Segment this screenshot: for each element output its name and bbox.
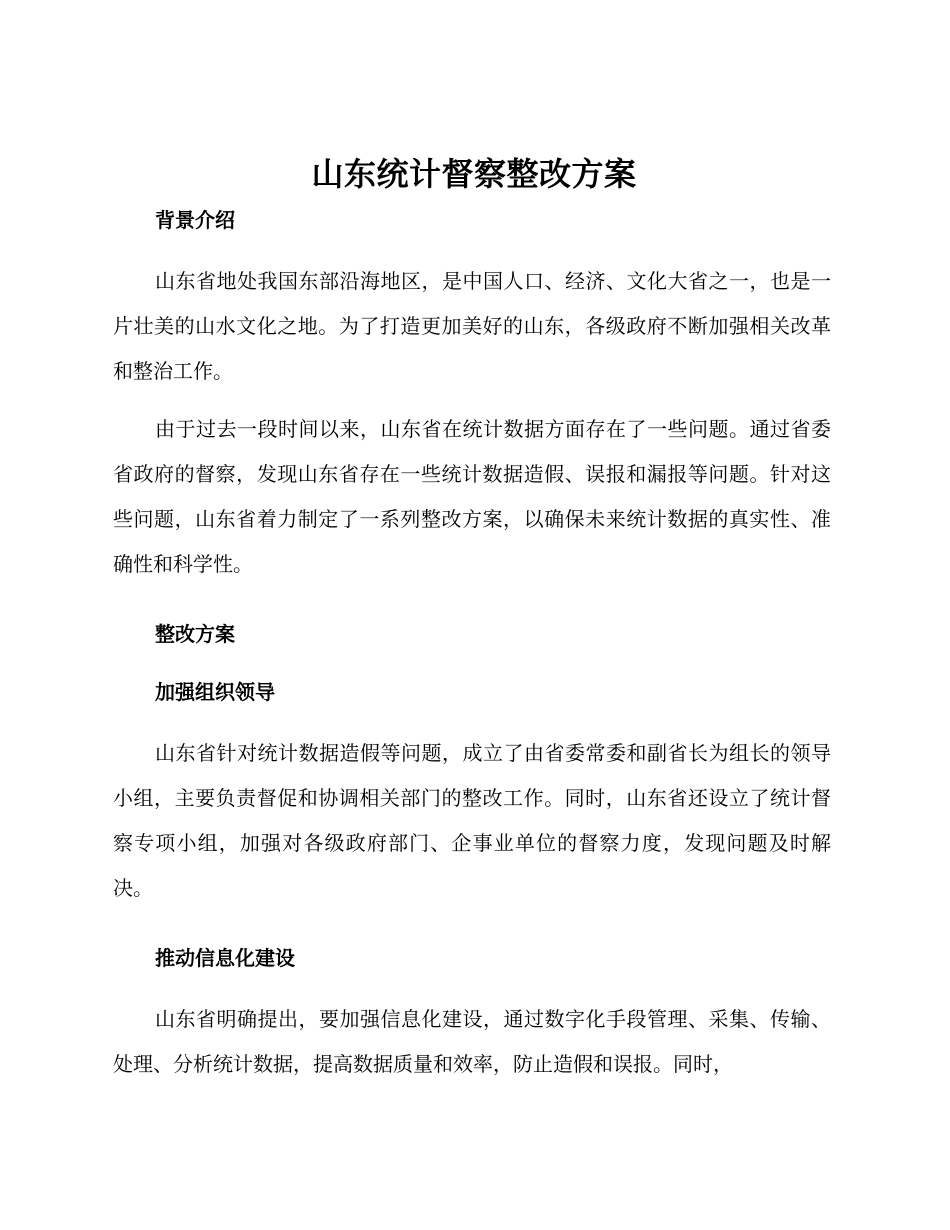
paragraph-organization: 山东省针对统计数据造假等问题，成立了由省委常委和副省长为组长的领导小组，主要负责督促和协调相关部门的整改工作。同时，山东省还设立了统计督察专项小组，加强对各级政府部门、企事业单位的督察力度，发现问题及时解决。: [113, 741, 831, 900]
document-page: [113, 150, 831, 1087]
subheading-informatization: 推动信息化建设: [155, 946, 295, 970]
paragraph-background-1: 山东省地处我国东部沿海地区，是中国人口、经济、文化大省之一，也是一片壮美的山水文化之地。为了打造更加美好的山东，各级政府不断加强相关改革和整治工作。: [113, 269, 831, 383]
document-title: 山东统计督察整改方案: [311, 155, 637, 193]
section-heading-plan: 整改方案: [155, 622, 235, 646]
paragraph-informatization: 山东省明确提出，要加强信息化建设，通过数字化手段管理、采集、传输、处理、分析统计数据，提高数据质量和效率，防止造假和误报。同时，: [113, 1007, 831, 1076]
paragraph-background-2: 由于过去一段时间以来，山东省在统计数据方面存在了一些问题。通过省委省政府的督察，发现山东省存在一些统计数据造假、误报和漏报等问题。针对这些问题，山东省着力制定了一系列整改方案，以确保未来统计数据的真实性、准确性和科学性。: [113, 417, 831, 576]
section-heading-background: 背景介绍: [155, 208, 235, 232]
subheading-organization: 加强组织领导: [155, 680, 275, 704]
